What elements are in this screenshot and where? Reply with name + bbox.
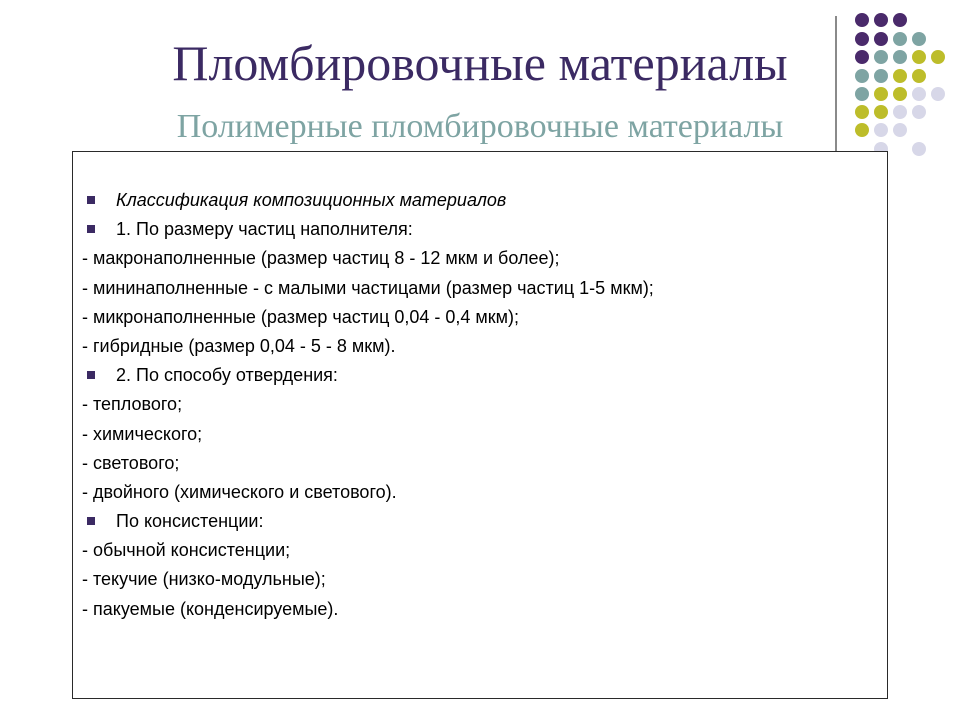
line-text: - химического; — [82, 423, 203, 444]
line-text: Классификация композиционных материалов — [116, 190, 507, 210]
line-text: - двойного (химического и светового). — [82, 481, 397, 502]
square-bullet-icon — [87, 225, 95, 233]
bullet-item — [82, 186, 872, 215]
decor-dot — [912, 142, 926, 156]
list-item — [82, 390, 872, 419]
line-text: 1. По размеру частиц наполнителя: — [116, 219, 413, 240]
line-text: - мининаполненные - с малыми частицами (размер частиц 1-5 мкм); — [82, 277, 654, 298]
list-item — [82, 420, 872, 449]
list-item — [82, 303, 872, 332]
square-bullet-icon — [87, 517, 95, 525]
list-item — [82, 565, 872, 594]
line-text: - текучие (низко-модульные); — [82, 569, 326, 590]
line-text: - гибридные (размер 0,04 - 5 - 8 мкм). — [82, 335, 396, 356]
list-item — [82, 595, 872, 624]
list-item — [82, 244, 872, 273]
content-text-block — [82, 186, 872, 624]
bullet-item — [82, 361, 872, 390]
line-text: 2. По способу отвердения: — [116, 365, 338, 386]
list-item — [82, 478, 872, 507]
slide-title: Пломбировочные материалы — [172, 35, 788, 91]
bullet-item — [82, 507, 872, 536]
decor-dot — [893, 13, 907, 27]
line-text: - теплового; — [82, 394, 183, 415]
decor-dot — [874, 13, 888, 27]
list-item — [82, 332, 872, 361]
line-text: По консистенции: — [116, 511, 264, 532]
decor-dot — [855, 13, 869, 27]
decor-dot — [912, 87, 926, 101]
line-text: - макронаполненные (размер частиц 8 - 12 мкм и более); — [82, 248, 560, 269]
slide-subtitle: Полимерные пломбировочные материалы — [176, 108, 784, 145]
list-item — [82, 536, 872, 565]
line-text: - светового; — [82, 452, 180, 473]
square-bullet-icon — [87, 371, 95, 379]
decor-dot — [893, 87, 907, 101]
decor-dot — [874, 87, 888, 101]
decor-dot — [855, 87, 869, 101]
line-text: - обычной консистенции; — [82, 540, 291, 561]
bullet-item — [82, 215, 872, 244]
square-bullet-icon — [87, 196, 95, 204]
decor-dot — [931, 87, 945, 101]
list-item — [82, 274, 872, 303]
line-text: - микронаполненные (размер частиц 0,04 - 0,4 мкм); — [82, 306, 520, 327]
list-item — [82, 449, 872, 478]
line-text: - пакуемые (конденсируемые). — [82, 598, 339, 619]
